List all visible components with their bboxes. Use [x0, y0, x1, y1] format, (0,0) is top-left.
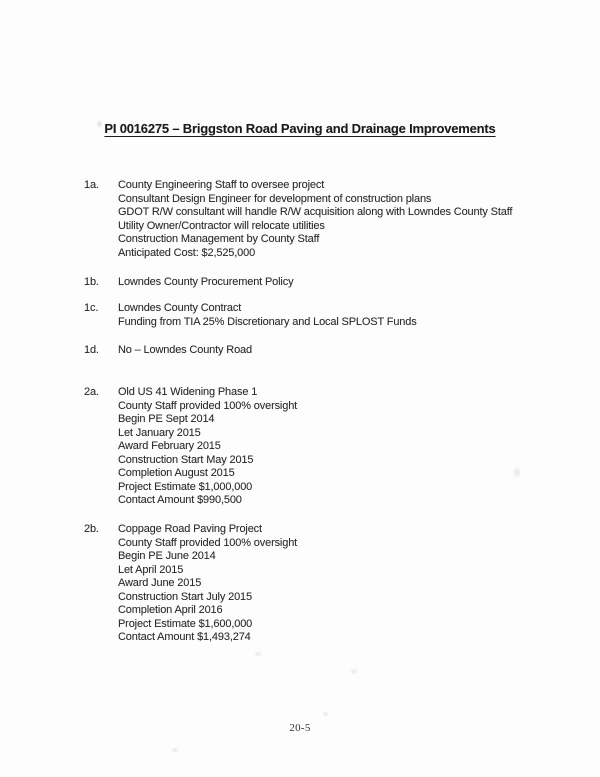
section-line: Construction Start May 2015: [118, 453, 254, 466]
section-line: Completion April 2016: [118, 604, 223, 616]
section-label: 1b.: [84, 276, 99, 288]
section-2b: [84, 523, 297, 645]
section-line: Begin PE June 2014: [118, 550, 216, 562]
section-line: Utility Owner/Contractor will relocate utilities: [118, 219, 325, 232]
section-1d: [84, 344, 252, 358]
scan-artifact: [255, 652, 261, 656]
section-label: 1c.: [84, 302, 99, 314]
section-label: 1d.: [84, 344, 99, 356]
scan-artifact: [97, 121, 102, 127]
page-title: PI 0016275 – Briggston Road Paving and Drainage Improvements: [104, 121, 496, 136]
section-1c: [84, 302, 417, 329]
section-line: Contact Amount $1,493,274: [118, 631, 251, 643]
scan-artifact: [323, 712, 328, 716]
section-line: Award June 2015: [118, 577, 202, 589]
scan-artifact: [351, 669, 357, 674]
section-label: 1a.: [84, 179, 99, 191]
section-line: Old US 41 Widening Phase 1: [118, 386, 258, 398]
section-lines: [118, 344, 252, 358]
section-2a: [84, 386, 297, 508]
section-lines: [118, 302, 417, 329]
section-line: Award February 2015: [118, 440, 221, 452]
section-line: County Staff provided 100% oversight: [118, 399, 298, 412]
section-lines: [118, 523, 297, 645]
section-1b: [84, 276, 293, 290]
section-line: Construction Management by County Staff: [118, 233, 320, 245]
section-line: County Staff provided 100% oversight: [118, 536, 298, 549]
section-line: Contact Amount $990,500: [118, 494, 242, 506]
section-line: County Engineering Staff to oversee project: [118, 179, 325, 191]
section-line: Project Estimate $1,600,000: [118, 617, 253, 630]
section-lines: [118, 276, 293, 290]
section-line: Lowndes County Procurement Policy: [118, 276, 294, 288]
section-line: Project Estimate $1,000,000: [118, 480, 253, 493]
section-lines: [118, 386, 297, 508]
page-number: 20-5: [289, 722, 311, 734]
section-line: No – Lowndes County Road: [118, 344, 252, 356]
section-line: Coppage Road Paving Project: [118, 523, 262, 535]
section-line: Consultant Design Engineer for development of construction plans: [118, 192, 432, 205]
scan-artifact: [172, 748, 178, 752]
section-line: Let April 2015: [118, 563, 184, 576]
section-line: Begin PE Sept 2014: [118, 413, 215, 425]
section-line: Completion August 2015: [118, 467, 235, 479]
section-label: 2a.: [84, 386, 99, 398]
section-1a: [84, 179, 512, 260]
section-line: GDOT R/W consultant will handle R/W acquisition along with Lowndes County Staff: [118, 206, 513, 218]
section-line: Anticipated Cost: $2,525,000: [118, 246, 256, 259]
section-line: Construction Start July 2015: [118, 590, 252, 603]
section-line: Lowndes County Contract: [118, 302, 242, 314]
section-lines: [118, 179, 512, 260]
section-line: Let January 2015: [118, 426, 201, 439]
section-label: 2b.: [84, 523, 99, 535]
section-line: Funding from TIA 25% Discretionary and Local SPLOST Funds: [118, 315, 417, 328]
scan-artifact: [514, 468, 520, 477]
